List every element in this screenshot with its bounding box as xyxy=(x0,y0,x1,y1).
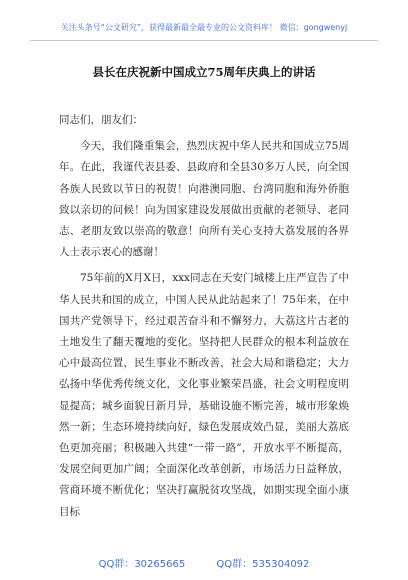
qq-group-2: QQ群：535304092 xyxy=(216,559,310,570)
salutation: 同志们，朋友们： xyxy=(59,114,143,126)
document-title: 县长在庆祝新中国成立75周年庆典上的讲话 xyxy=(92,65,316,79)
footer xyxy=(0,555,408,570)
document-body xyxy=(59,110,349,523)
paragraph-1: 今天，我们隆重集会，热烈庆祝中华人民共和国成立75周年。在此，我谨代表县委、县政府和全县30多万人民，向全国各族人民致以节日的祝贺！向港澳同胞、台湾同胞和海外侨胞致以亲切的问候！向为国家建设发展做出贡献的老领导、老同志、老朋友致以崇高的敬意！向所有关心支持大荔发展的各界人士表示衷心的感谢！ xyxy=(59,140,349,259)
paragraph-2: 75年前的X月X日，xxx同志在天安门城楼上庄严宣告了中华人民共和国的成立，中国人民从此站起来了！75年来，在中国共产党领导下，经过艰苦奋斗和不懈努力，大荔这片古老的土地发生了翻天覆地的变化。坚持把人民群众的根本利益放在心中最高位置，民生事业不断改善，社会大局和谐稳定；大力弘扬中华优秀传统文化，文化事业繁荣昌盛，社会文明程度明显提高；城乡面貌日新月异，基础设施不断完善，城市形象焕然一新；生态环境持续向好，绿色发展成效凸显，美丽大荔底色更加亮丽；积极融入共建“一带一路”，开放水平不断提高，发展空间更加广阔；全面深化改革创新，市场活力日益释放，营商环境不断优化；坚决打赢脱贫攻坚战，如期实现全面小康目标 xyxy=(59,272,349,518)
promo-header: 关注头条号“公文研究”，获得最新最全最专业的公文资料库！ 微信：gongwenyj xyxy=(60,23,348,32)
header-divider xyxy=(30,40,378,41)
qq-group-1: QQ群：30265665 xyxy=(98,559,186,570)
